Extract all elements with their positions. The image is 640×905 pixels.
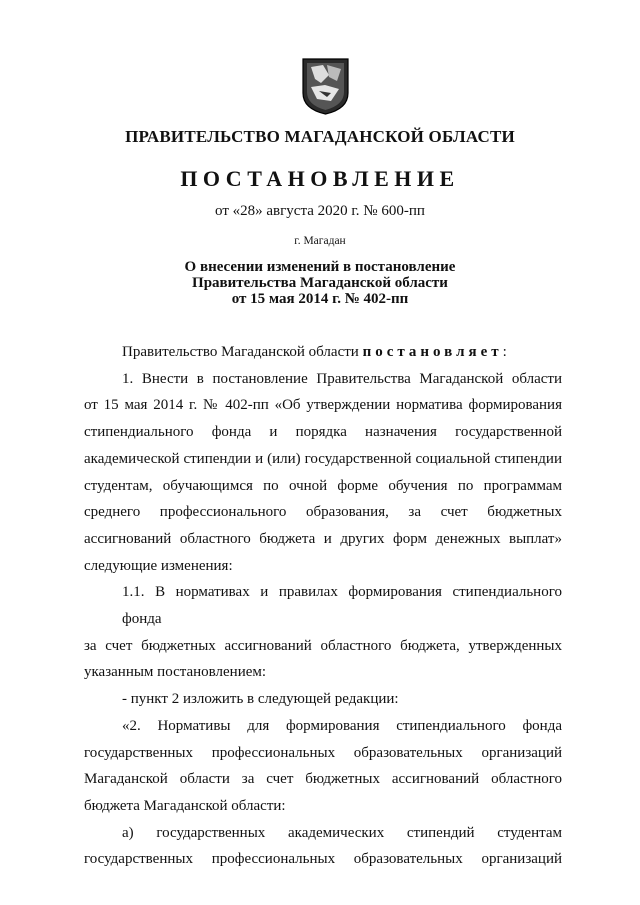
paragraph-line: бюджета Магаданской области: (84, 797, 286, 814)
paragraph-line: среднего профессионального образования, за счет бюджетных (84, 504, 562, 521)
paragraph-line: следующие изменения: (84, 557, 233, 574)
paragraph-line: Магаданской области за счет бюджетных ассигнований областного (84, 771, 562, 788)
paragraph-line: стипендиального фонда и порядка назначения государственной (84, 424, 562, 441)
document-subject (0, 259, 640, 307)
document-type-title: ПОСТАНОВЛЕНИЕ (180, 166, 460, 191)
paragraph-line: от 15 мая 2014 г. № 402-пп «Об утверждении норматива формирования (84, 397, 562, 414)
city-name: г. Магадан (294, 235, 346, 247)
paragraph-line: государственных профессиональных образовательных организаций (84, 744, 562, 761)
paragraph-line: 1.1. В нормативах и правилах формирования стипендиального фонда (122, 584, 562, 628)
intro-lead: Правительство Магаданской области (122, 344, 359, 360)
paragraph-line: указанным постановлением: (84, 664, 267, 681)
document-date-number: от «28» августа 2020 г. № 600-пп (215, 203, 425, 219)
subject-line: О внесении изменений в постановление (184, 259, 456, 275)
paragraph-line: ассигнований областного бюджета и других форм денежных выплат» (84, 530, 562, 547)
paragraph-a (84, 820, 562, 873)
paragraph-line: а) государственных академических стипендий студентам (122, 824, 562, 841)
paragraph-2 (84, 713, 562, 820)
intro-paragraph (84, 339, 562, 366)
item-paragraph: - пункт 2 изложить в следующей редакции: (122, 691, 399, 708)
intro-tail: : (502, 344, 507, 360)
paragraph-1 (84, 366, 562, 580)
paragraph-line: государственных профессиональных образовательных организаций (84, 851, 562, 868)
subject-line: Правительства Магаданской области (192, 275, 448, 291)
intro-verb: постановляет (362, 344, 503, 360)
paragraph-line: за счет бюджетных ассигнований областного бюджета, утвержденных (84, 637, 562, 654)
document-body (84, 339, 562, 873)
subject-line: от 15 мая 2014 г. № 402-пп (231, 291, 409, 307)
paragraph-1-1 (84, 579, 562, 686)
organization-name: ПРАВИТЕЛЬСТВО МАГАДАНСКОЙ ОБЛАСТИ (125, 127, 515, 146)
paragraph-line: академической стипендии и (или) государственной социальной стипендии (84, 450, 562, 467)
paragraph-line: «2. Нормативы для формирования стипендиального фонда (122, 717, 562, 734)
paragraph-line: 1. Внести в постановление Правительства Магаданской области (122, 370, 562, 387)
coat-of-arms-emblem (301, 57, 350, 115)
paragraph-line: студентам, обучающимся по очной форме обучения по программам (84, 477, 562, 494)
